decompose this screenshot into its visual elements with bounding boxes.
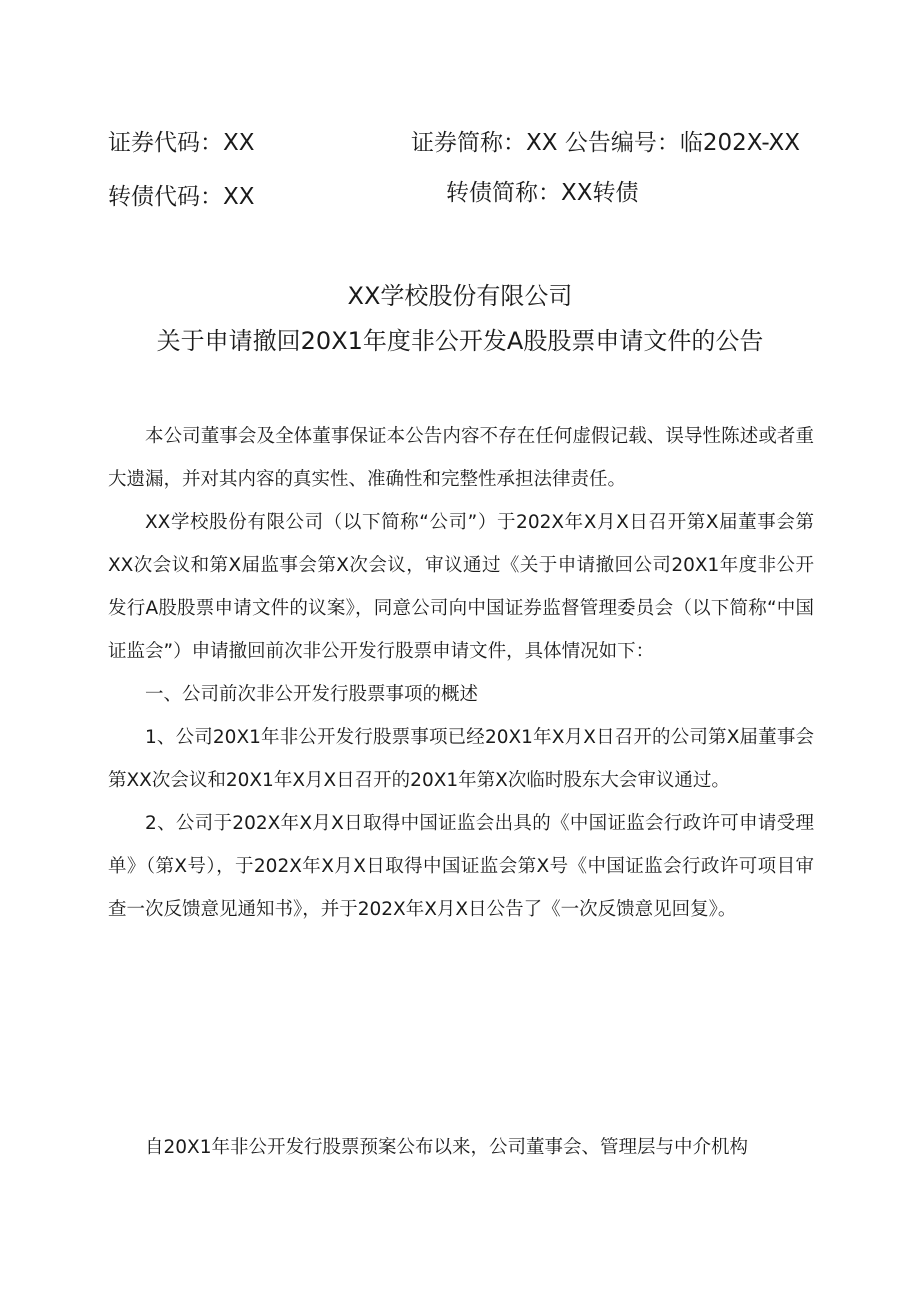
stock-code: 证券代码：XX [108,130,255,156]
company-name-title: XX学校股份有限公司 [347,282,573,310]
convertible-bond-abbreviation: 转债简称：XX转债 [446,180,639,206]
stock-abbreviation-and-notice-number: 证券简称：XX 公告编号：临202X-XX [411,130,801,156]
item-2-paragraph: 2、公司于202X年X月X日取得中国证监会出具的《中国证监会行政许可申请受理单》（第X号），于202X年X月X日取得中国证监会第X号《中国证监会行政许可项目审查一次反馈意见通知书》，并于202X年X月X日公告了《一次反馈意见回复》。 [108,813,814,920]
announcement-body [108,415,814,931]
section-1-heading: 一、公司前次非公开发行股票事项的概述 [145,684,479,705]
continuation-paragraph: 自20X1年非公开发行股票预案公布以来，公司董事会、管理层与中介机构 [145,1137,748,1158]
board-guarantee-statement: 本公司董事会及全体董事保证本公告内容不存在任何虚假记载、误导性陈述或者重大遗漏，并对其内容的真实性、准确性和完整性承担法律责任。 [108,426,814,490]
item-1-paragraph: 1、公司20X1年非公开发行股票事项已经20X1年X月X日召开的公司第X届董事会第XX次会议和20X1年X月X日召开的20X1年第X次临时股东大会审议通过。 [108,727,814,791]
convertible-bond-code: 转债代码：XX [108,184,255,210]
announcement-subject-title: 关于申请撤回20X1年度非公开发A股股票申请文件的公告 [156,327,764,355]
continuation-block [108,1126,814,1169]
intro-paragraph: XX学校股份有限公司（以下简称“公司”）于202X年X月X日召开第X届董事会第XX次会议和第X届监事会第X次会议，审议通过《关于申请撤回公司20X1年度非公开发行A股股票申请文件的议案》，同意公司向中国证券监督管理委员会（以下简称“中国证监会”）申请撤回前次非公开发行股票申请文件，具体情况如下： [108,512,814,662]
